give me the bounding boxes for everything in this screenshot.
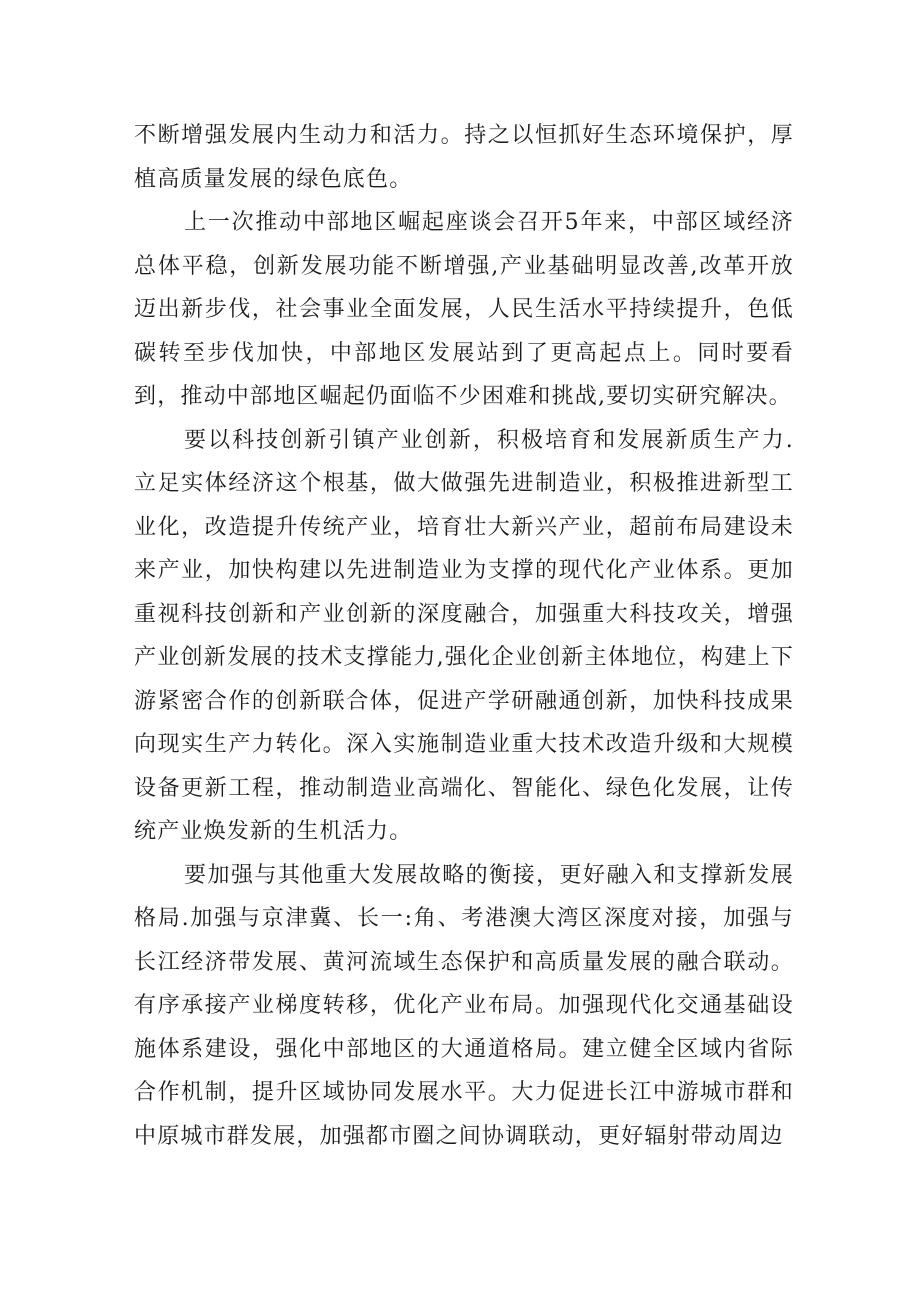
paragraph: 要以科技创新引镇产业创新，积极培育和发展新质生产力.立足实体经济这个根基，做大做强先进制造业，积极推进新型工业化，改造提升传统产业，培育壮大新兴产业，超前布局建设未来产业，加快构建以先进制造业为支撑的现代化产业体系。更加重视科技创新和产业创新的深度融合，加强重大科技攻关，增强产业创新发展的技术支撑能力,强化企业创新主体地位，构建上下游紧密合作的创新联合体，促进产学研融通创新，加快科技成果向现实生产力转化。深入实施制造业重大技术改造升级和大规模设备更新工程，推动制造业高端化、智能化、绿色化发展，让传统产业焕发新的生机活力。 [134,427,794,844]
paragraph: 要加强与其他重大发展故略的衡接，更好融入和支撑新发展格局.加强与京津冀、长一:角、考港澳大湾区深度对接，加强与长江经济带发展、黄河流域生态保护和高质量发展的融合联动。有序承接产业梯度转移，优化产业布局。加强现代化交通基础设施体系建设，强化中部地区的大通道格局。建立健全区域内省际合作机制，提升区域协同发展水平。大力促进长江中游城市群和中原城市群发展，加强都市圈之间协调联动，更好辐射带动周边 [134,862,794,1149]
document-body [134,114,794,1158]
paragraph-continued: 不断增强发展内生动力和活力。持之以恒抓好生态环境保护，厚植高质量发展的绿色底色。 [134,123,794,192]
paragraph: 上一次推动中部地区崛起座谈会召开5年来，中部区域经济总体平稳，创新发展功能不断增强,产业基础明显改善,改革开放迈出新步伐，社会事业全面发展，人民生活水平持续提升，色低碳转至步伐加快，中部地区发展站到了更高起点上。同时要看到，推动中部地区崛起仍面临不少困难和挑战,要切实研究解决。 [134,210,794,409]
